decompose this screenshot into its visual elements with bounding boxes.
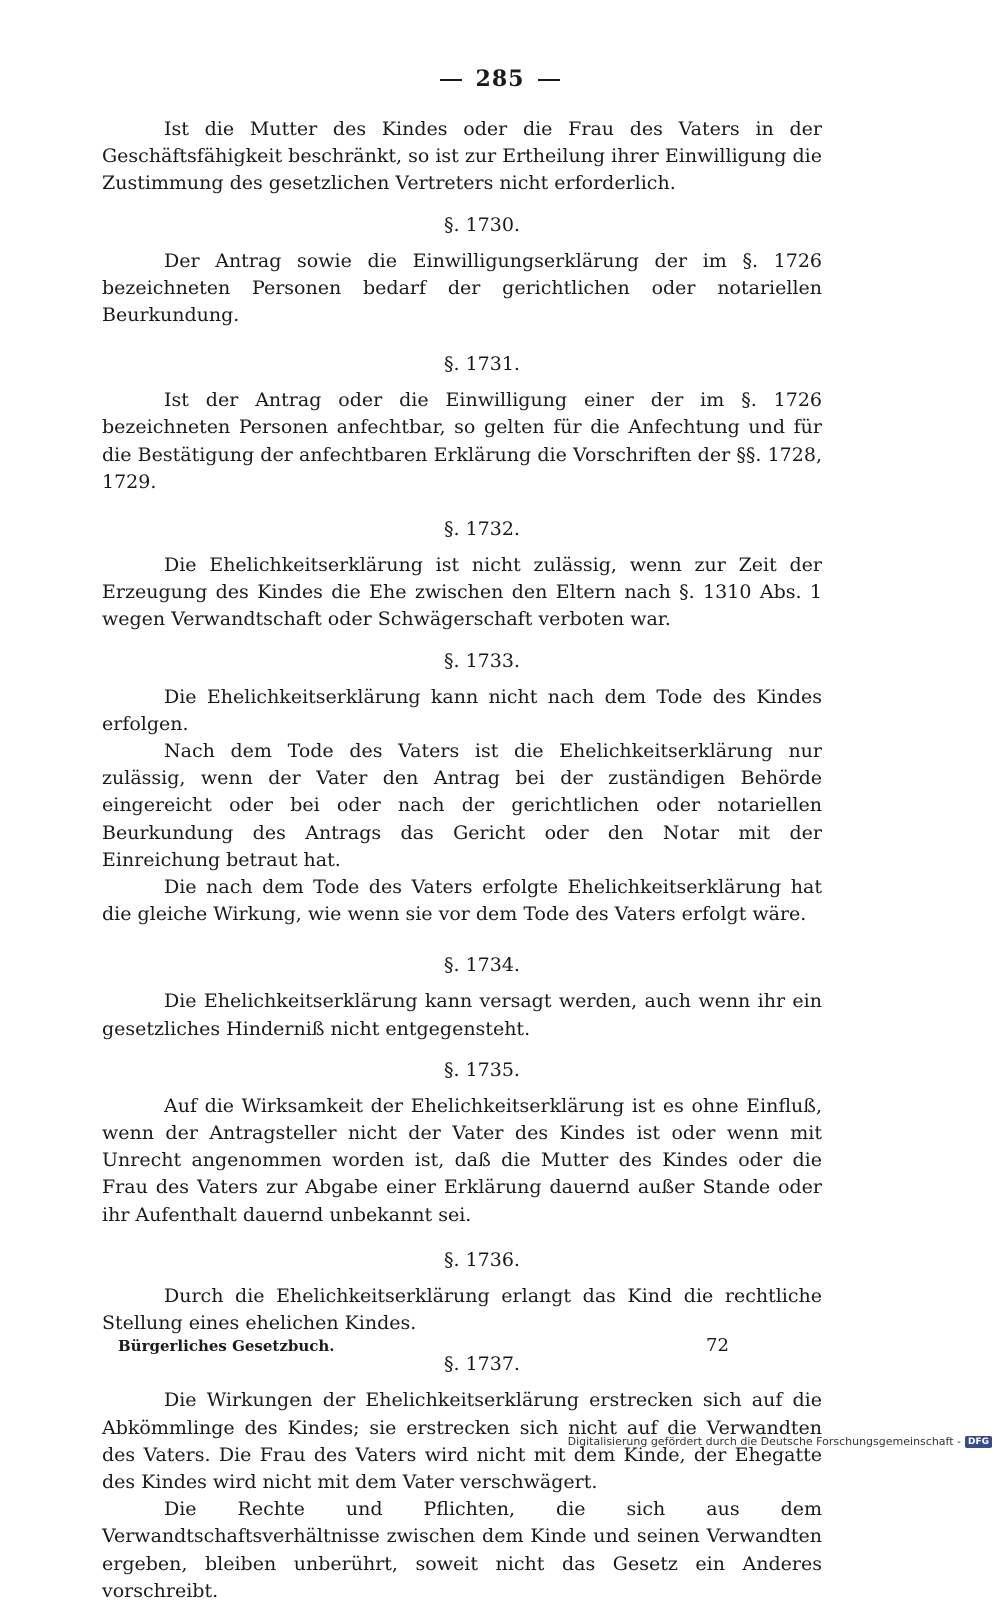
- page-body: [102, 116, 822, 1605]
- section-heading: §. 1730.: [444, 213, 520, 236]
- page-header: [0, 66, 1000, 92]
- header-dash-left: [440, 79, 462, 81]
- paragraph: Die Ehelichkeitserklärung kann nicht nach dem Tode des Kindes erfolgen.: [102, 685, 822, 735]
- section-heading: §. 1737.: [444, 1353, 520, 1376]
- section-heading: §. 1733.: [444, 649, 520, 672]
- paragraph: Durch die Ehelichkeitserklärung erlangt das Kind die rechtliche Stellung eines ehelichen Kindes.: [102, 1284, 822, 1335]
- page-number: 285: [475, 66, 525, 92]
- signature-number: 72: [706, 1335, 729, 1356]
- paragraph: Die nach dem Tode des Vaters erfolgte Ehelichkeitserklärung hat die gleiche Wirkung, wie wenn sie vor dem Tode des Vaters erfolgt wäre.: [102, 876, 822, 926]
- digitization-note: [568, 1435, 992, 1448]
- footer-title: Bürgerliches Gesetzbuch.: [118, 1337, 335, 1355]
- section-heading: §. 1732.: [444, 518, 520, 541]
- section-heading: §. 1731.: [444, 353, 520, 376]
- digitization-text: Digitalisierung gefördert durch die Deutsche Forschungsgemeinschaft -: [567, 1435, 961, 1448]
- paragraph: Der Antrag sowie die Einwilligungserklärung der im §. 1726 bezeichneten Personen bedarf der gerichtlichen oder notariellen Beurkundung.: [102, 249, 822, 327]
- section-heading: §. 1736.: [444, 1248, 520, 1271]
- header-dash-right: [538, 79, 560, 81]
- paragraph: Die Ehelichkeitserklärung kann versagt werden, auch wenn ihr ein gesetzliches Hinderniß nicht entgegensteht.: [102, 990, 822, 1040]
- section-heading: §. 1734.: [444, 954, 520, 977]
- paragraph: Nach dem Tode des Vaters ist die Ehelichkeitserklärung nur zulässig, wenn der Vater den Antrag bei der zuständigen Behörde eingereicht oder bei oder nach der gerichtlichen oder notariellen Beurkundung des Antrags das Gericht oder den Notar mit der Einreichung betraut hat.: [102, 740, 822, 871]
- paragraph: Ist die Mutter des Kindes oder die Frau des Vaters in der Geschäftsfähigkeit beschränkt, so ist zur Ertheilung ihrer Einwilligung die Zustimmung des gesetzlichen Vertreters nicht erforderlich.: [102, 118, 822, 195]
- section-heading: §. 1735.: [444, 1058, 520, 1081]
- paragraph: Die Rechte und Pflichten, die sich aus dem Verwandtschaftsverhältnisse zwischen dem Kinde und seinen Verwandten ergeben, bleiben unberührt, soweit nicht das Gesetz ein Anderes vorschreibt.: [102, 1498, 822, 1602]
- paragraph: Die Wirkungen der Ehelichkeitserklärung erstrecken sich auf die Abkömmlinge des Kindes; sie erstrecken sich nicht auf die Verwandten des Vaters. Die Frau des Vaters wird nicht mit dem Kinde, der Ehegatte des Kindes wird nicht mit dem Vater verschwägert.: [102, 1389, 822, 1493]
- dfg-logo-icon: DFG: [965, 1436, 992, 1448]
- paragraph: Auf die Wirksamkeit der Ehelichkeitserklärung ist es ohne Einfluß, wenn der Antragsteller nicht der Vater des Kindes ist oder wenn mit Unrecht angenommen worden ist, daß die Mutter des Kindes oder die Frau des Vaters zur Abgabe einer Erklärung dauernd außer Stande oder ihr Aufenthalt dauernd unbekannt sei.: [102, 1094, 822, 1226]
- paragraph: Die Ehelichkeitserklärung ist nicht zulässig, wenn zur Zeit der Erzeugung des Kindes die Ehe zwischen den Eltern nach §. 1310 Abs. 1 wegen Verwandtschaft oder Schwägerschaft verboten war.: [102, 554, 822, 631]
- paragraph: Ist der Antrag oder die Einwilligung einer der im §. 1726 bezeichneten Personen anfechtbar, so gelten für die Anfechtung und für die Bestätigung der anfechtbaren Erklärung die Vorschriften der §§. 1728, 1729.: [102, 389, 822, 493]
